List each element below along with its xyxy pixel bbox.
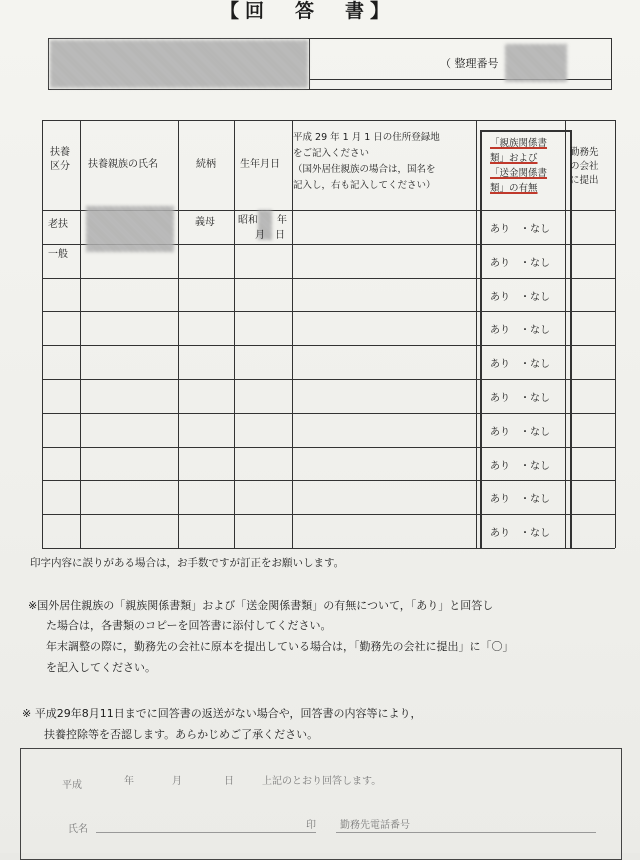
- row1-birth-year: 年: [277, 215, 287, 226]
- redacted-dependent-name: [86, 206, 174, 252]
- table-vline: [80, 120, 81, 548]
- header-address: 平成 29 年 1 月 1 日の住所登録地 をご記入ください （国外居住親族の場合は，国名を 記入し，右も記入してください）: [293, 132, 440, 191]
- table-hline: [42, 480, 615, 481]
- docs-answer: あり ・なし: [490, 223, 550, 235]
- table-vline: [615, 120, 616, 548]
- note-foreign-3: 年末調整の際に，勤務先の会社に原本を提出している場合は，「勤務先の会社に提出」に「〇」: [46, 640, 514, 653]
- sig-day: 日: [224, 776, 234, 787]
- docs-answer: あり ・なし: [490, 426, 550, 438]
- table-hline: [42, 379, 615, 380]
- header-name: 扶養親族の氏名: [88, 159, 158, 170]
- sig-year: 年: [124, 776, 134, 787]
- row1-birth-era: 昭和: [238, 215, 258, 226]
- redacted-address: [50, 40, 308, 88]
- reference-number-label: （ 整理番号: [440, 57, 499, 70]
- sig-name-line: [96, 832, 316, 833]
- note-deadline-1: ※ 平成29年8月11日までに回答書の返送がない場合や，回答書の内容等により，: [22, 707, 422, 720]
- sig-name-label: 氏名: [68, 824, 88, 835]
- docs-answer: あり ・なし: [490, 359, 550, 371]
- row1-kubun: 老扶: [48, 219, 68, 230]
- redacted-reference-number: [505, 44, 567, 82]
- sig-month: 月: [172, 776, 182, 787]
- table-hline: [42, 447, 615, 448]
- document-title: 【回 答 書】: [220, 0, 396, 22]
- table-hline: [42, 311, 615, 312]
- docs-frame-top: [480, 130, 570, 132]
- note-print-error: 印字内容に誤りがある場合は，お手数ですが訂正をお願いします。: [30, 557, 345, 569]
- docs-answer: あり ・なし: [490, 494, 550, 506]
- table-vline: [565, 120, 566, 548]
- docs-answer: あり ・なし: [490, 392, 550, 404]
- table-hline: [42, 514, 615, 515]
- sig-seal: 印: [306, 820, 316, 831]
- table-hline: [42, 345, 615, 346]
- note-foreign-1: ※国外居住親族の「親族関係書類」および「送金関係書類」の有無について，「あり」と回答し: [28, 599, 494, 612]
- table-hline: [42, 278, 615, 279]
- header-kubun: 扶養 区分: [50, 147, 70, 172]
- header-docs: 「親族関係書 類」および 「送金関係書 類」の有無: [490, 138, 548, 194]
- table-vline: [234, 120, 235, 548]
- header-relation: 続柄: [196, 159, 216, 170]
- row1-birth-md: 月 日: [255, 230, 285, 241]
- header-birth: 生年月日: [240, 159, 280, 170]
- docs-answer: あり ・なし: [490, 257, 550, 269]
- note-deadline-2: 扶養控除等を否認します。あらかじめご了承ください。: [44, 728, 319, 741]
- docs-answer: あり ・なし: [490, 325, 550, 337]
- table-hline: [42, 548, 615, 549]
- sig-phone-line: [336, 832, 596, 833]
- table-vline: [476, 120, 477, 548]
- note-foreign-2: た場合は，各書類のコピーを回答書に添付してください。: [46, 619, 332, 632]
- row1-relation: 義母: [195, 217, 215, 228]
- note-foreign-4: を記入してください。: [46, 661, 156, 674]
- table-vline: [480, 130, 482, 548]
- table-vline: [178, 120, 179, 548]
- header-submit: 勤務先 の会社 に提出: [570, 147, 599, 186]
- sig-answered: 上記のとおり回答します。: [262, 776, 382, 787]
- sig-era: 平成: [62, 780, 82, 791]
- docs-answer: あり ・なし: [490, 460, 550, 472]
- docs-answer: あり ・なし: [490, 528, 550, 540]
- docs-answer: あり ・なし: [490, 291, 550, 303]
- table-hline: [42, 120, 615, 121]
- table-vline: [570, 130, 572, 548]
- row2-kubun: 一般: [48, 249, 68, 260]
- signature-box: [20, 748, 622, 860]
- sig-phone-label: 勤務先電話番号: [340, 820, 410, 831]
- table-vline: [42, 120, 43, 548]
- table-hline: [42, 413, 615, 414]
